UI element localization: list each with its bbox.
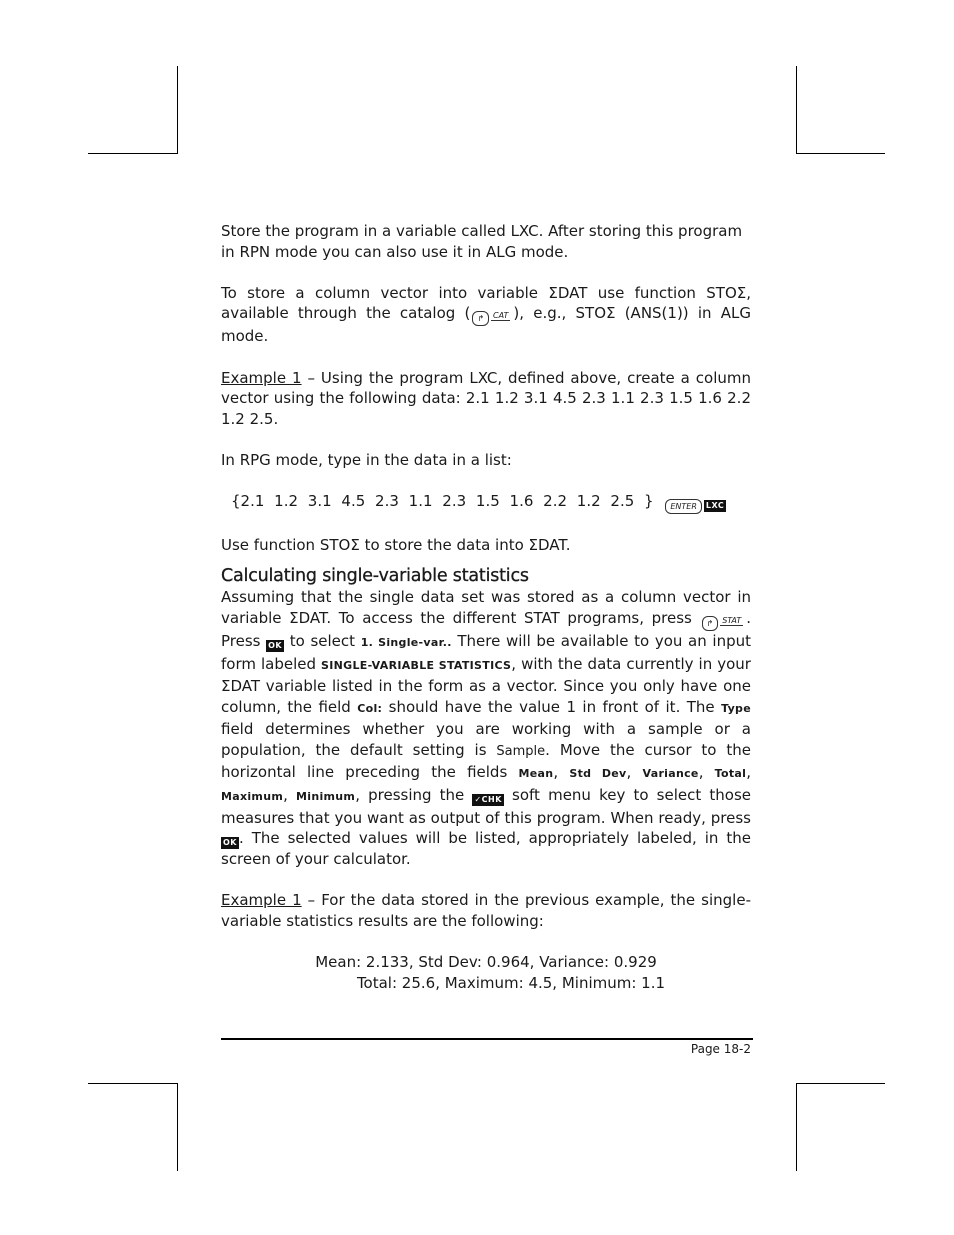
field-maximum: Maximum xyxy=(221,790,284,804)
paragraph-text: There will be available to you an input form labeled xyxy=(221,631,751,673)
crop-mark-top-left-horizontal xyxy=(88,153,177,154)
results-line-2: Total: 25.6, Maximum: 4.5, Minimum: 1.1 xyxy=(356,973,666,992)
stat-key-icon: STAT xyxy=(722,615,742,625)
right-shift-key-icon: ↱ xyxy=(472,311,489,326)
cat-key-icon: CAT xyxy=(493,311,509,321)
crop-mark-top-left-vertical xyxy=(177,66,178,154)
paragraph-text: soft menu key to select those measures that you want as output of this program. When ready, press xyxy=(221,786,751,827)
ok-softkey-icon: OK xyxy=(268,640,283,650)
form-title: SINGLE-VARIABLE STATISTICS xyxy=(321,658,512,672)
crop-mark-bottom-left-vertical xyxy=(177,1083,178,1171)
paragraph-rpg-mode: In RPG mode, type in the data in a list: xyxy=(221,450,512,469)
data-list-entry xyxy=(231,491,751,514)
paragraph-text: should have the value 1 in front of it. The xyxy=(382,697,722,716)
crop-mark-bottom-left-horizontal xyxy=(88,1083,177,1084)
paragraph-text: To store a column vector into variable ΣDAT use function STOΣ, available through the catalog ( xyxy=(221,283,751,323)
paragraph-text: ), e.g., STOΣ (ANS(1)) in ALG mode. xyxy=(221,304,751,346)
paragraph-text: – For the data stored in the previous example, the single-variable statistics results are the following: xyxy=(221,891,751,931)
paragraph-single-variable: Assuming that the single data set was stored as a column vector in variable ΣDAT. To access the different STAT programs, press ↱ STAT . Press OK to select 1. Single-var.. There will be available to you an input form labeled SINGLE-VARIABLE STATISTICS, with the data currently in your ΣDAT variable listed in the form as a vector. Since you only have one column, the field Col: should have the value 1 in front of it. The Type field determines whether you are working with a sample or a population, the default setting is Sample. Move the cursor to the horizontal line preceding the fields Mean, Std Dev, Variance, Total, Maximum, Minimum, pressing the ✓CHK soft menu key to select those measures that you want as output of this program. When ready, press OK . The selected values will be listed, appropriately labeled, in the screen of your calculator. xyxy=(221,588,752,869)
paragraph-store-program: Store the program in a variable called LXC. After storing this program in RPN mode you can also use it in ALG mode. xyxy=(221,222,743,261)
field-col: Col: xyxy=(357,701,383,715)
field-std-dev: Std Dev xyxy=(569,767,627,781)
paragraph-text: . Press xyxy=(221,608,751,650)
paragraph-text: . The selected values will be listed, appropriately labeled, in the screen of your calculator. xyxy=(221,829,751,869)
data-list: {2.1 1.2 3.1 4.5 2.3 1.1 2.3 1.5 1.6 2.2 1.2 2.5 } xyxy=(231,492,654,511)
results-line-1: Mean: 2.133, Std Dev: 0.964, Variance: 0.929 xyxy=(315,953,657,972)
page-number: Page 18-2 xyxy=(690,1042,751,1056)
example-label: Example 1 xyxy=(221,891,302,910)
paragraph-text: field determines whether you are working with a sample or a population, the default setting is xyxy=(221,720,751,759)
paragraph-text: , with the data currently in your ΣDAT variable listed in the form as a vector. Since you only have one column, the field xyxy=(221,654,751,716)
ok-softkey-icon: OK xyxy=(223,838,237,848)
crop-mark-bottom-right-vertical xyxy=(796,1083,797,1171)
chk-softkey-icon: ✓CHK xyxy=(474,795,502,805)
crop-mark-top-right-vertical xyxy=(796,66,797,154)
field-total: Total xyxy=(714,767,747,781)
section-heading: Calculating single-variable statistics xyxy=(221,566,529,587)
right-shift-key-icon: ↱ xyxy=(702,616,719,631)
paragraph-text: . Move the cursor to the horizontal line preceding the fields xyxy=(221,740,751,782)
enter-key-icon: ENTER xyxy=(665,499,702,514)
lxc-softkey-icon: LXC xyxy=(705,501,725,511)
field-minimum: Minimum xyxy=(296,790,356,804)
paragraph-text: Assuming that the single data set was stored as a column vector in variable ΣDAT. To access the different STAT programs, press xyxy=(221,588,751,627)
field-mean: Mean xyxy=(518,767,554,781)
paragraph-text: to select xyxy=(284,631,361,650)
field-sample: Sample xyxy=(496,743,546,759)
paragraph-example-1 xyxy=(221,368,751,430)
page-body xyxy=(221,221,751,993)
paragraph-use-sto: Use function STOΣ to store the data into ΣDAT. xyxy=(221,535,571,554)
crop-mark-bottom-right-horizontal xyxy=(796,1083,885,1084)
field-variance: Variance xyxy=(642,767,699,781)
paragraph-sto-sigma xyxy=(221,283,751,347)
footer-rule xyxy=(221,1038,753,1040)
paragraph-text: – Using the program LXC, defined above, create a column vector using the following data: 2.1 1.2 3.1 4.5 2.3 1.1 2.3 1.5 1.6 2.2 1.2 2.5. xyxy=(221,368,752,428)
paragraph-example-1-results xyxy=(221,890,751,931)
paragraph-text: , pressing the xyxy=(355,786,473,805)
example-label: Example 1 xyxy=(221,368,302,387)
menu-choice-single-var: 1. Single-var.. xyxy=(360,635,452,649)
field-type: Type xyxy=(721,701,751,715)
crop-mark-top-right-horizontal xyxy=(796,153,885,154)
